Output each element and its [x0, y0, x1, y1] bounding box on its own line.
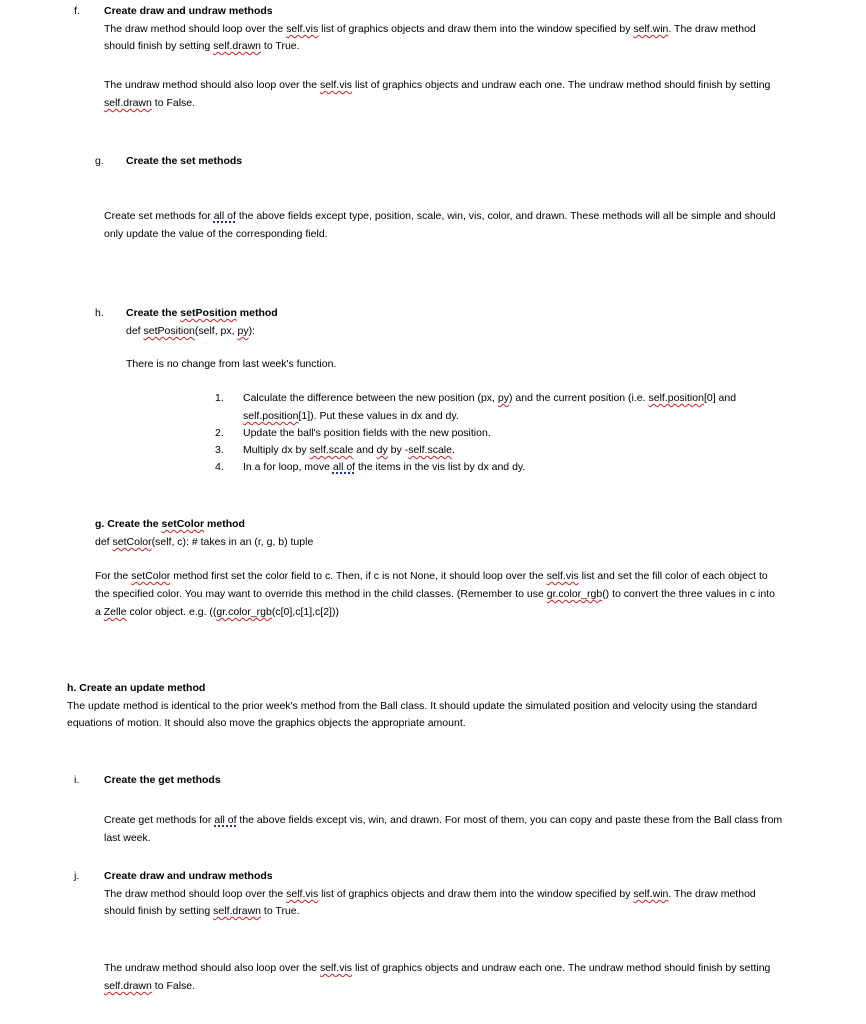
text-fragment: self.vis	[286, 23, 319, 35]
section-j-draw-line2	[104, 903, 300, 921]
step-1-number: 1.	[215, 392, 224, 404]
text-fragment: self.vis	[319, 962, 353, 974]
text-fragment: list of graphics objects and draw them into the window specified by	[318, 888, 634, 900]
section-i-line1	[104, 812, 782, 830]
text-fragment: The draw method should loop over the	[104, 888, 287, 900]
update-line1: The update method is identical to the prior week's method from the Ball class. It should update the simulated position and velocity using the standard	[67, 700, 758, 712]
text-fragment: list of graphics objects and draw them into the window specified by	[318, 23, 634, 35]
section-f-heading: Create draw and undraw methods	[104, 5, 273, 17]
text-fragment: to False.	[151, 980, 196, 992]
text-fragment: self.scale	[408, 444, 452, 456]
update-line2: equations of motion. It should also move the graphics objects the appropriate amount.	[67, 717, 466, 729]
text-fragment: gr.color_rgb	[546, 588, 603, 600]
text-fragment: The draw method should loop over the	[104, 23, 287, 35]
text-fragment: Create the	[126, 307, 181, 319]
text-fragment: should finish by setting	[104, 40, 214, 52]
setcolor-signature	[95, 534, 313, 552]
step-2-text: Update the ball's position fields with the new position.	[243, 427, 491, 439]
text-fragment: Zelle	[103, 606, 127, 618]
text-fragment: self.vis	[546, 570, 579, 582]
text-fragment: self.drawn	[213, 905, 262, 917]
setcolor-line3	[95, 604, 339, 622]
text-fragment: method	[204, 518, 245, 530]
text-fragment: should finish by setting	[104, 905, 214, 917]
text-fragment: gr.color_rgb	[216, 606, 272, 618]
section-j-undraw-line2	[104, 978, 195, 996]
text-fragment: . The draw method	[668, 888, 756, 900]
text-fragment: def	[126, 325, 144, 337]
text-fragment: self.scale	[309, 444, 354, 456]
section-f-undraw-line1	[104, 77, 770, 95]
section-g-line1	[104, 208, 776, 226]
text-fragment: setPosition	[180, 307, 237, 319]
text-fragment: Create get methods for	[104, 814, 215, 826]
setcolor-heading	[95, 516, 245, 534]
section-f-draw-line2	[104, 38, 300, 56]
text-fragment: In a for loop, move	[243, 461, 333, 473]
text-fragment: setColor	[131, 570, 171, 582]
section-j-draw-line1	[104, 886, 756, 904]
text-fragment: all of	[214, 814, 237, 826]
text-fragment: self.vis	[319, 79, 353, 91]
text-fragment: only update the value of the corresponding field.	[104, 228, 328, 240]
text-fragment: the above fields except vis, win, and drawn. For most of them, you can copy and paste these from the Ball class from	[236, 814, 783, 826]
step-4-number: 4.	[215, 461, 224, 473]
text-fragment: setColor	[112, 536, 152, 548]
text-fragment: Create set methods for	[104, 210, 214, 222]
section-i-line2: last week.	[104, 832, 151, 844]
section-j-heading: Create draw and undraw methods	[104, 870, 273, 882]
text-fragment: Multiply dx by	[243, 444, 310, 456]
text-fragment: def	[95, 536, 113, 548]
text-fragment: For the	[95, 570, 132, 582]
setcolor-line1	[95, 568, 768, 586]
text-fragment: the items in the vis list by dx and dy.	[355, 461, 526, 473]
step-1-line2	[243, 408, 459, 426]
text-fragment: Calculate the difference between the new position (px,	[243, 392, 498, 404]
text-fragment: the specified color. You may want to override this method in the child classes. (Remember to use	[95, 588, 547, 600]
text-fragment: the above fields except type, position, scale, win, vis, color, and drawn. These methods will all be simple and should	[235, 210, 776, 222]
text-fragment: (c[0],c[1],c[2]))	[271, 606, 339, 618]
section-g-marker: g.	[95, 155, 104, 167]
text-fragment: . The draw method	[668, 23, 756, 35]
text-fragment: ) and the current position (i.e.	[508, 392, 649, 404]
text-fragment: self.win	[633, 23, 669, 35]
step-2-number: 2.	[215, 427, 224, 439]
text-fragment: a	[95, 606, 104, 618]
text-fragment: [0] and	[703, 392, 737, 404]
text-fragment: self.drawn	[104, 980, 152, 992]
text-fragment: to True.	[261, 40, 300, 52]
text-fragment: method	[236, 307, 278, 319]
step-3-text	[243, 442, 455, 460]
text-fragment: to False.	[151, 97, 196, 109]
section-g-heading: Create the set methods	[126, 155, 243, 167]
text-fragment: The undraw method should also loop over the	[104, 79, 320, 91]
text-fragment: py	[237, 325, 249, 337]
text-fragment: self.position	[243, 410, 299, 422]
text-fragment: dy	[376, 444, 388, 456]
section-i-marker: i.	[74, 774, 80, 786]
setcolor-line2	[95, 586, 775, 604]
text-fragment: setColor	[161, 518, 205, 530]
text-fragment: () to convert the three values in c into	[602, 588, 775, 600]
text-fragment: all of	[213, 210, 236, 222]
text-fragment: .	[451, 444, 455, 456]
text-fragment: self.drawn	[213, 40, 262, 52]
text-fragment: py	[497, 392, 509, 404]
update-heading: h. Create an update method	[67, 682, 206, 694]
text-fragment: self.position	[648, 392, 704, 404]
section-f-marker: f.	[74, 5, 80, 17]
text-fragment: list of graphics objects and undraw each one. The undraw method should finish by setting	[352, 962, 771, 974]
text-fragment: by -	[387, 444, 409, 456]
setposition-signature	[126, 323, 255, 341]
text-fragment: method first set the color field to c. Then, if c is not None, it should loop over the	[170, 570, 547, 582]
text-fragment: (self, px,	[194, 325, 238, 337]
text-fragment: g. Create the	[95, 518, 162, 530]
section-f-undraw-line2	[104, 95, 195, 113]
text-fragment: color object. e.g. ((	[126, 606, 217, 618]
text-fragment: (self, c): # takes in an (r, g, b) tuple	[151, 536, 314, 548]
step-1-line1	[243, 390, 736, 408]
section-j-undraw-line1	[104, 960, 770, 978]
section-g-line2	[104, 226, 328, 244]
text-fragment: list and set the fill color of each object to	[578, 570, 768, 582]
text-fragment: and	[353, 444, 377, 456]
section-h-heading	[126, 305, 278, 323]
text-fragment: The undraw method should also loop over the	[104, 962, 320, 974]
text-fragment: self.vis	[286, 888, 319, 900]
setposition-note: There is no change from last week's function.	[126, 358, 337, 370]
text-fragment: self.win	[633, 888, 669, 900]
text-fragment: to True.	[261, 905, 300, 917]
text-fragment: all of	[332, 461, 356, 473]
section-f-draw-line1	[104, 21, 756, 39]
text-fragment: list of graphics objects and undraw each one. The undraw method should finish by setting	[352, 79, 771, 91]
text-fragment: [1]). Put these values in dx and dy.	[298, 410, 459, 422]
text-fragment: ):	[248, 325, 256, 337]
section-i-heading: Create the get methods	[104, 774, 221, 786]
text-fragment: setPosition	[143, 325, 195, 337]
section-h-marker: h.	[95, 307, 104, 319]
text-fragment: self.drawn	[104, 97, 152, 109]
step-3-number: 3.	[215, 444, 224, 456]
section-j-marker: j.	[74, 870, 80, 882]
step-4-text	[243, 459, 525, 477]
